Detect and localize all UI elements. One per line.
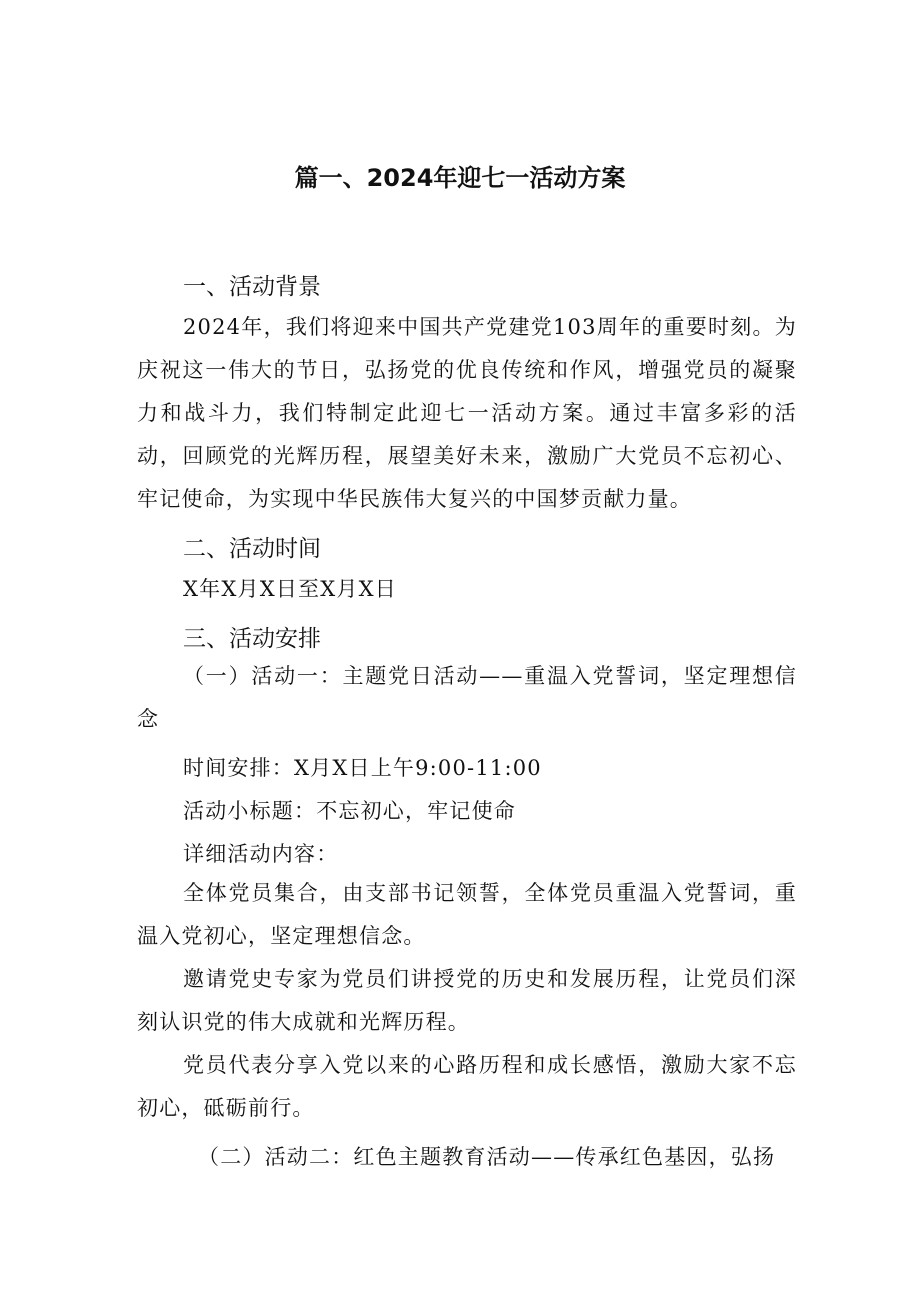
activity-one-item-oath: 全体党员集合，由支部书记领誓，全体党员重温入党誓词，重温入党初心，坚定理想信念。 bbox=[137, 881, 797, 948]
section-heading-arrangement: 三、活动安排 bbox=[183, 626, 321, 652]
section-heading-background: 一、活动背景 bbox=[183, 274, 321, 300]
activity-one-item-lecture: 邀请党史专家为党员们讲授党的历史和发展历程，让党员们深刻认识党的伟大成就和光辉历程。 bbox=[137, 967, 797, 1034]
activity-time-range: X年X月X日至X月X日 bbox=[183, 577, 397, 601]
activity-one-schedule: 时间安排：X月X日上午9:00-11:00 bbox=[183, 756, 542, 780]
activity-two-title: （二）活动二：红色主题教育活动——传承红色基因，弘扬 bbox=[198, 1145, 776, 1169]
activity-one-item-sharing: 党员代表分享入党以来的心路历程和成长感悟，激励大家不忘初心，砥砺前行。 bbox=[137, 1053, 797, 1120]
activity-one-detail-label: 详细活动内容： bbox=[183, 842, 339, 866]
activity-one-title: （一）活动一：主题党日活动——重温入党誓词，坚定理想信念 bbox=[137, 664, 797, 731]
section-heading-time: 二、活动时间 bbox=[183, 536, 321, 562]
section-paragraph-background: 2024年，我们将迎来中国共产党建党103周年的重要时刻。为庆祝这一伟大的节日，弘扬党的优良传统和作风，增强党员的凝聚力和战斗力，我们特制定此迎七一活动方案。通过丰富多彩的活动，回顾党的光辉历程，展望美好未来，激励广大党员不忘初心、牢记使命，为实现中华民族伟大复兴的中国梦贡献力量。 bbox=[137, 315, 797, 511]
document-title: 篇一、2024年迎七一活动方案 bbox=[294, 164, 626, 192]
activity-one-subtitle: 活动小标题：不忘初心，牢记使命 bbox=[183, 799, 516, 823]
